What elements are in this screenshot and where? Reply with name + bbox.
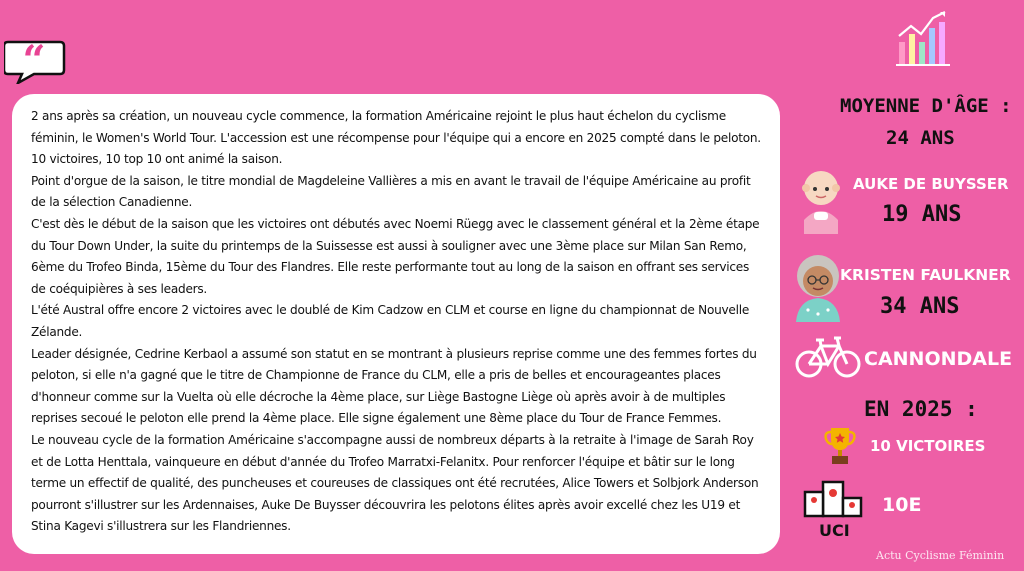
avg-age-label: MOYENNE D'ÂGE :	[840, 95, 1012, 117]
oldest-name: KRISTEN FAULKNER	[840, 266, 1011, 284]
quote-glyph: “	[22, 40, 46, 84]
oldest-age: 34 ANS	[880, 294, 960, 319]
uci-label: UCI	[819, 521, 850, 540]
avg-age-value: 24 ANS	[886, 127, 955, 149]
bicycle-icon	[794, 334, 862, 384]
quote-bubble-icon	[4, 40, 64, 84]
paragraph-1: 2 ans après sa création, un nouveau cycle commence, la formation Américaine rejoint le plus haut échelon du cyclisme féminin, le Women's World Tour. L'accession est une récompense pour l'équipe qui a encore en 2025 compté dans le peloton. 10 victoires, 10 top 10 ont animé la saison.	[31, 109, 761, 167]
paragraph-3: C'est dès le début de la saison que les victoires ont débutés avec Noemi Rüegg avec le classement général et la 2ème étape du Tour Down Under, la suite du printemps de la Suissesse est aussi à souligner avec une 3ème place sur Milan San Remo, 6ème du Trofeo Binda, 15ème du Tour des Flandres. Elle reste performante tout au long de la saison en offrant ses services de coéquipières à ses leaders.	[31, 216, 760, 296]
paragraph-2: Point d'orgue de la saison, le titre mondial de Magdeleine Vallières a mis en avant le travail de l'équipe Américaine au profit de la sélection Canadienne.	[31, 173, 751, 210]
paragraph-6: Le nouveau cycle de la formation Américaine s'accompagne aussi de nombreux départs à la retraite à l'image de Sarah Roy et de Lotta Henttala, vainqueure en début d'année du Trofeo Marratxi-Felanitx. Pour renforcer l'équipe et bâtir sur le long terme un effectif de qualité, des puncheuses et coureuses de classiques ont été recrutées, Alice Towers et Solbjork Anderson pourront s'illustrer sur les Ardennaises, Auke De Buysser découvrira les pelotons élites après avoir excellé chez les U19 et Stina Kagevi s'illustrera sur les Flandriennes.	[31, 432, 759, 534]
year-label: EN 2025 :	[864, 397, 978, 421]
trophy-icon	[823, 424, 857, 472]
paragraph-5: Leader désignée, Cedrine Kerbaol a assumé son statut en se montrant à plusieurs reprise comme une des femmes fortes du peloton, si elle n'a gagné que le titre de Championne de France du CLM, elle a pris de belles et encourageantes places d'honneur comme sur la Vuelta où elle décroche la 4ème place, sur Liège Bastogne Liège où après avoir à de multiples reprises secoué le peloton elle prend la 4ème place. Elle signe également une 8ème place du Tour de France Femmes.	[31, 346, 757, 426]
paragraph-4: L'été Austral offre encore 2 victoires avec le doublé de Kim Cadzow en CLM et course en ligne du championnat de Nouvelle Zélande.	[31, 303, 750, 339]
bar-chart-icon	[893, 8, 953, 68]
credit-text: Actu Cyclisme Féminin	[876, 549, 1005, 562]
grandmother-icon	[792, 254, 844, 326]
victories: 10 VICTOIRES	[870, 437, 986, 455]
youngest-age: 19 ANS	[882, 202, 962, 227]
podium-icon	[803, 478, 863, 522]
uci-rank: 10E	[882, 494, 922, 516]
youngest-name: AUKE DE BUYSSER	[853, 175, 1009, 193]
article-card	[12, 94, 780, 554]
baby-icon	[796, 168, 846, 238]
bike-brand: CANNONDALE	[864, 348, 1013, 370]
